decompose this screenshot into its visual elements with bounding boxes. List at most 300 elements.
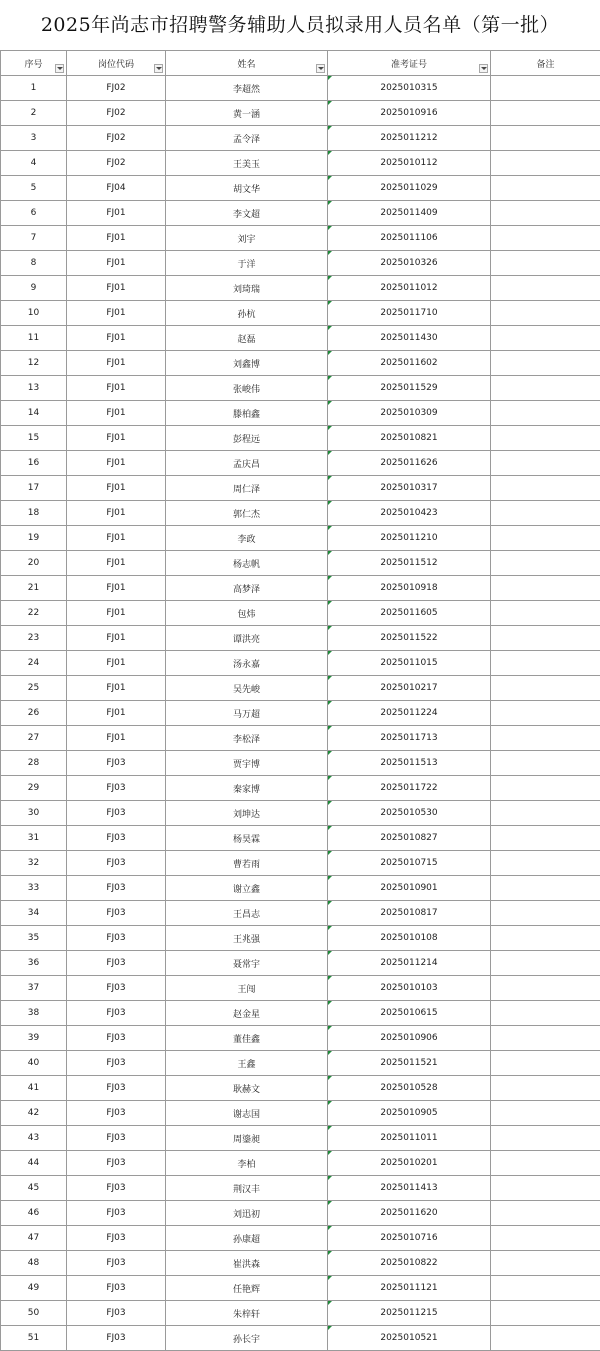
cell-ticket-no[interactable]: 2025010905 xyxy=(328,1101,491,1126)
cell-ticket-no[interactable]: 2025010103 xyxy=(328,976,491,1001)
table-row[interactable] xyxy=(1,701,600,726)
cell-ticket-no[interactable]: 2025010716 xyxy=(328,1226,491,1251)
cell-name[interactable]: 孟庆昌 xyxy=(166,451,328,476)
table-row[interactable] xyxy=(1,526,600,551)
cell-ticket-no[interactable]: 2025010906 xyxy=(328,1026,491,1051)
cell-ticket-no[interactable]: 2025011620 xyxy=(328,1201,491,1226)
cell-name[interactable]: 聂常宇 xyxy=(166,951,328,976)
table-row[interactable] xyxy=(1,276,600,301)
cell-seq[interactable]: 6 xyxy=(1,201,67,226)
cell-ticket-no[interactable]: 2025010528 xyxy=(328,1076,491,1101)
cell-ticket-no[interactable]: 2025011522 xyxy=(328,626,491,651)
cell-post-code[interactable]: FJ01 xyxy=(67,651,166,676)
cell-name[interactable]: 马万超 xyxy=(166,701,328,726)
cell-seq[interactable]: 33 xyxy=(1,876,67,901)
table-row[interactable] xyxy=(1,951,600,976)
table-row[interactable] xyxy=(1,426,600,451)
cell-ticket-no[interactable]: 2025010423 xyxy=(328,501,491,526)
cell-post-code[interactable]: FJ02 xyxy=(67,76,166,101)
cell-ticket-no[interactable]: 2025010615 xyxy=(328,1001,491,1026)
table-row[interactable] xyxy=(1,1326,600,1351)
cell-seq[interactable]: 18 xyxy=(1,501,67,526)
cell-remark[interactable] xyxy=(491,801,600,826)
cell-ticket-no[interactable]: 2025010918 xyxy=(328,576,491,601)
cell-remark[interactable] xyxy=(491,1001,600,1026)
cell-post-code[interactable]: FJ03 xyxy=(67,901,166,926)
cell-remark[interactable] xyxy=(491,201,600,226)
cell-post-code[interactable]: FJ01 xyxy=(67,476,166,501)
table-row[interactable] xyxy=(1,1076,600,1101)
cell-seq[interactable]: 34 xyxy=(1,901,67,926)
cell-seq[interactable]: 10 xyxy=(1,301,67,326)
cell-ticket-no[interactable]: 2025010317 xyxy=(328,476,491,501)
cell-remark[interactable] xyxy=(491,551,600,576)
table-row[interactable] xyxy=(1,151,600,176)
cell-name[interactable]: 秦家博 xyxy=(166,776,328,801)
cell-post-code[interactable]: FJ03 xyxy=(67,1226,166,1251)
cell-remark[interactable] xyxy=(491,351,600,376)
cell-ticket-no[interactable]: 2025010827 xyxy=(328,826,491,851)
cell-seq[interactable]: 20 xyxy=(1,551,67,576)
filter-dropdown-icon[interactable] xyxy=(55,64,64,73)
cell-remark[interactable] xyxy=(491,701,600,726)
cell-name[interactable]: 高梦泽 xyxy=(166,576,328,601)
table-row[interactable] xyxy=(1,301,600,326)
cell-name[interactable]: 刘坤达 xyxy=(166,801,328,826)
table-row[interactable] xyxy=(1,626,600,651)
cell-remark[interactable] xyxy=(491,101,600,126)
cell-seq[interactable]: 27 xyxy=(1,726,67,751)
cell-seq[interactable]: 19 xyxy=(1,526,67,551)
cell-post-code[interactable]: FJ01 xyxy=(67,401,166,426)
cell-seq[interactable]: 30 xyxy=(1,801,67,826)
cell-ticket-no[interactable]: 2025011012 xyxy=(328,276,491,301)
cell-name[interactable]: 耿赫文 xyxy=(166,1076,328,1101)
cell-post-code[interactable]: FJ03 xyxy=(67,1076,166,1101)
cell-name[interactable]: 包炜 xyxy=(166,601,328,626)
cell-seq[interactable]: 25 xyxy=(1,676,67,701)
cell-post-code[interactable]: FJ03 xyxy=(67,1151,166,1176)
cell-seq[interactable]: 39 xyxy=(1,1026,67,1051)
cell-seq[interactable]: 17 xyxy=(1,476,67,501)
filter-dropdown-icon[interactable] xyxy=(154,64,163,73)
cell-seq[interactable]: 14 xyxy=(1,401,67,426)
cell-remark[interactable] xyxy=(491,1226,600,1251)
cell-ticket-no[interactable]: 2025011513 xyxy=(328,751,491,776)
cell-name[interactable]: 王昌志 xyxy=(166,901,328,926)
cell-remark[interactable] xyxy=(491,1276,600,1301)
cell-remark[interactable] xyxy=(491,226,600,251)
cell-remark[interactable] xyxy=(491,376,600,401)
cell-name[interactable]: 赵磊 xyxy=(166,326,328,351)
table-row[interactable] xyxy=(1,726,600,751)
cell-name[interactable]: 彭程远 xyxy=(166,426,328,451)
cell-remark[interactable] xyxy=(491,126,600,151)
cell-remark[interactable] xyxy=(491,626,600,651)
cell-ticket-no[interactable]: 2025011015 xyxy=(328,651,491,676)
cell-name[interactable]: 滕柏鑫 xyxy=(166,401,328,426)
cell-name[interactable]: 朱梓轩 xyxy=(166,1301,328,1326)
cell-post-code[interactable]: FJ01 xyxy=(67,576,166,601)
cell-post-code[interactable]: FJ03 xyxy=(67,1026,166,1051)
cell-seq[interactable]: 51 xyxy=(1,1326,67,1351)
cell-remark[interactable] xyxy=(491,1051,600,1076)
cell-remark[interactable] xyxy=(491,651,600,676)
table-row[interactable] xyxy=(1,1176,600,1201)
cell-remark[interactable] xyxy=(491,1101,600,1126)
table-row[interactable] xyxy=(1,76,600,101)
cell-ticket-no[interactable]: 2025011710 xyxy=(328,301,491,326)
cell-ticket-no[interactable]: 2025011713 xyxy=(328,726,491,751)
cell-remark[interactable] xyxy=(491,1251,600,1276)
cell-seq[interactable]: 38 xyxy=(1,1001,67,1026)
cell-seq[interactable]: 42 xyxy=(1,1101,67,1126)
table-row[interactable] xyxy=(1,876,600,901)
cell-seq[interactable]: 4 xyxy=(1,151,67,176)
table-row[interactable] xyxy=(1,926,600,951)
cell-name[interactable]: 李柏 xyxy=(166,1151,328,1176)
cell-seq[interactable]: 23 xyxy=(1,626,67,651)
cell-name[interactable]: 汤永嘉 xyxy=(166,651,328,676)
cell-ticket-no[interactable]: 2025011212 xyxy=(328,126,491,151)
cell-name[interactable]: 孟令泽 xyxy=(166,126,328,151)
cell-seq[interactable]: 44 xyxy=(1,1151,67,1176)
cell-post-code[interactable]: FJ03 xyxy=(67,1326,166,1351)
cell-ticket-no[interactable]: 2025011413 xyxy=(328,1176,491,1201)
cell-ticket-no[interactable]: 2025010822 xyxy=(328,1251,491,1276)
cell-name[interactable]: 吴先峻 xyxy=(166,676,328,701)
cell-name[interactable]: 黄一涵 xyxy=(166,101,328,126)
cell-post-code[interactable]: FJ01 xyxy=(67,226,166,251)
cell-remark[interactable] xyxy=(491,1076,600,1101)
cell-post-code[interactable]: FJ03 xyxy=(67,1201,166,1226)
cell-post-code[interactable]: FJ03 xyxy=(67,876,166,901)
cell-seq[interactable]: 13 xyxy=(1,376,67,401)
cell-ticket-no[interactable]: 2025010901 xyxy=(328,876,491,901)
cell-seq[interactable]: 41 xyxy=(1,1076,67,1101)
table-row[interactable] xyxy=(1,126,600,151)
cell-post-code[interactable]: FJ02 xyxy=(67,101,166,126)
cell-post-code[interactable]: FJ03 xyxy=(67,976,166,1001)
cell-seq[interactable]: 37 xyxy=(1,976,67,1001)
cell-ticket-no[interactable]: 2025010108 xyxy=(328,926,491,951)
cell-seq[interactable]: 49 xyxy=(1,1276,67,1301)
cell-name[interactable]: 张峻伟 xyxy=(166,376,328,401)
table-row[interactable] xyxy=(1,101,600,126)
cell-remark[interactable] xyxy=(491,951,600,976)
cell-post-code[interactable]: FJ03 xyxy=(67,1176,166,1201)
table-row[interactable] xyxy=(1,351,600,376)
cell-remark[interactable] xyxy=(491,1026,600,1051)
cell-post-code[interactable]: FJ01 xyxy=(67,451,166,476)
table-row[interactable] xyxy=(1,401,600,426)
cell-ticket-no[interactable]: 2025011512 xyxy=(328,551,491,576)
cell-seq[interactable]: 28 xyxy=(1,751,67,776)
table-row[interactable] xyxy=(1,1251,600,1276)
cell-ticket-no[interactable]: 2025011602 xyxy=(328,351,491,376)
cell-post-code[interactable]: FJ03 xyxy=(67,1276,166,1301)
cell-post-code[interactable]: FJ01 xyxy=(67,201,166,226)
cell-remark[interactable] xyxy=(491,1126,600,1151)
table-row[interactable] xyxy=(1,551,600,576)
cell-ticket-no[interactable]: 2025010916 xyxy=(328,101,491,126)
table-row[interactable] xyxy=(1,1201,600,1226)
cell-name[interactable]: 胡文华 xyxy=(166,176,328,201)
cell-seq[interactable]: 1 xyxy=(1,76,67,101)
cell-ticket-no[interactable]: 2025011121 xyxy=(328,1276,491,1301)
cell-ticket-no[interactable]: 2025011722 xyxy=(328,776,491,801)
cell-seq[interactable]: 16 xyxy=(1,451,67,476)
cell-ticket-no[interactable]: 2025011215 xyxy=(328,1301,491,1326)
cell-post-code[interactable]: FJ01 xyxy=(67,726,166,751)
cell-seq[interactable]: 48 xyxy=(1,1251,67,1276)
cell-remark[interactable] xyxy=(491,851,600,876)
cell-seq[interactable]: 36 xyxy=(1,951,67,976)
cell-name[interactable]: 赵金星 xyxy=(166,1001,328,1026)
table-row[interactable] xyxy=(1,776,600,801)
cell-ticket-no[interactable]: 2025010715 xyxy=(328,851,491,876)
cell-post-code[interactable]: FJ01 xyxy=(67,326,166,351)
cell-remark[interactable] xyxy=(491,601,600,626)
cell-name[interactable]: 刘宇 xyxy=(166,226,328,251)
cell-name[interactable]: 谭洪亮 xyxy=(166,626,328,651)
table-row[interactable] xyxy=(1,1051,600,1076)
table-row[interactable] xyxy=(1,176,600,201)
cell-name[interactable]: 杨昊霖 xyxy=(166,826,328,851)
table-row[interactable] xyxy=(1,476,600,501)
cell-remark[interactable] xyxy=(491,251,600,276)
cell-post-code[interactable]: FJ01 xyxy=(67,376,166,401)
table-row[interactable] xyxy=(1,576,600,601)
cell-post-code[interactable]: FJ02 xyxy=(67,151,166,176)
cell-post-code[interactable]: FJ01 xyxy=(67,701,166,726)
cell-name[interactable]: 曹若雨 xyxy=(166,851,328,876)
table-row[interactable] xyxy=(1,1226,600,1251)
cell-ticket-no[interactable]: 2025011214 xyxy=(328,951,491,976)
cell-remark[interactable] xyxy=(491,451,600,476)
cell-post-code[interactable]: FJ03 xyxy=(67,751,166,776)
filter-dropdown-icon[interactable] xyxy=(316,64,325,73)
cell-ticket-no[interactable]: 2025011605 xyxy=(328,601,491,626)
cell-name[interactable]: 董佳鑫 xyxy=(166,1026,328,1051)
cell-post-code[interactable]: FJ01 xyxy=(67,426,166,451)
cell-name[interactable]: 王兆强 xyxy=(166,926,328,951)
cell-seq[interactable]: 46 xyxy=(1,1201,67,1226)
cell-remark[interactable] xyxy=(491,1151,600,1176)
cell-seq[interactable]: 9 xyxy=(1,276,67,301)
cell-remark[interactable] xyxy=(491,676,600,701)
table-row[interactable] xyxy=(1,1101,600,1126)
filter-dropdown-icon[interactable] xyxy=(479,64,488,73)
cell-seq[interactable]: 35 xyxy=(1,926,67,951)
table-row[interactable] xyxy=(1,976,600,1001)
table-row[interactable] xyxy=(1,451,600,476)
cell-post-code[interactable]: FJ01 xyxy=(67,676,166,701)
cell-seq[interactable]: 5 xyxy=(1,176,67,201)
cell-remark[interactable] xyxy=(491,301,600,326)
cell-post-code[interactable]: FJ03 xyxy=(67,1101,166,1126)
cell-remark[interactable] xyxy=(491,476,600,501)
cell-ticket-no[interactable]: 2025010521 xyxy=(328,1326,491,1351)
cell-remark[interactable] xyxy=(491,726,600,751)
cell-remark[interactable] xyxy=(491,976,600,1001)
cell-name[interactable]: 李松泽 xyxy=(166,726,328,751)
cell-ticket-no[interactable]: 2025011430 xyxy=(328,326,491,351)
cell-post-code[interactable]: FJ03 xyxy=(67,1251,166,1276)
cell-remark[interactable] xyxy=(491,1301,600,1326)
cell-ticket-no[interactable]: 2025011409 xyxy=(328,201,491,226)
cell-post-code[interactable]: FJ03 xyxy=(67,851,166,876)
cell-post-code[interactable]: FJ01 xyxy=(67,276,166,301)
cell-post-code[interactable]: FJ03 xyxy=(67,951,166,976)
cell-remark[interactable] xyxy=(491,426,600,451)
cell-post-code[interactable]: FJ01 xyxy=(67,551,166,576)
cell-ticket-no[interactable]: 2025011224 xyxy=(328,701,491,726)
table-row[interactable] xyxy=(1,501,600,526)
cell-post-code[interactable]: FJ03 xyxy=(67,826,166,851)
cell-seq[interactable]: 24 xyxy=(1,651,67,676)
table-row[interactable] xyxy=(1,1001,600,1026)
cell-name[interactable]: 郭仁杰 xyxy=(166,501,328,526)
cell-ticket-no[interactable]: 2025010217 xyxy=(328,676,491,701)
cell-name[interactable]: 孙长宇 xyxy=(166,1326,328,1351)
cell-remark[interactable] xyxy=(491,326,600,351)
cell-remark[interactable] xyxy=(491,276,600,301)
cell-seq[interactable]: 8 xyxy=(1,251,67,276)
cell-post-code[interactable]: FJ01 xyxy=(67,501,166,526)
cell-remark[interactable] xyxy=(491,576,600,601)
cell-name[interactable]: 刘迅初 xyxy=(166,1201,328,1226)
cell-ticket-no[interactable]: 2025011011 xyxy=(328,1126,491,1151)
table-row[interactable] xyxy=(1,1126,600,1151)
cell-seq[interactable]: 12 xyxy=(1,351,67,376)
table-row[interactable] xyxy=(1,801,600,826)
cell-name[interactable]: 任艳辉 xyxy=(166,1276,328,1301)
table-row[interactable] xyxy=(1,1276,600,1301)
table-row[interactable] xyxy=(1,1026,600,1051)
cell-seq[interactable]: 45 xyxy=(1,1176,67,1201)
cell-ticket-no[interactable]: 2025011626 xyxy=(328,451,491,476)
cell-seq[interactable]: 43 xyxy=(1,1126,67,1151)
cell-name[interactable]: 杨志帆 xyxy=(166,551,328,576)
cell-name[interactable]: 谢志国 xyxy=(166,1101,328,1126)
cell-name[interactable]: 孙杭 xyxy=(166,301,328,326)
cell-post-code[interactable]: FJ01 xyxy=(67,301,166,326)
cell-post-code[interactable]: FJ03 xyxy=(67,1126,166,1151)
cell-seq[interactable]: 7 xyxy=(1,226,67,251)
cell-name[interactable]: 王闯 xyxy=(166,976,328,1001)
cell-seq[interactable]: 3 xyxy=(1,126,67,151)
cell-post-code[interactable]: FJ03 xyxy=(67,1301,166,1326)
cell-remark[interactable] xyxy=(491,1326,600,1351)
cell-remark[interactable] xyxy=(491,1201,600,1226)
cell-seq[interactable]: 32 xyxy=(1,851,67,876)
cell-remark[interactable] xyxy=(491,76,600,101)
cell-name[interactable]: 王鑫 xyxy=(166,1051,328,1076)
cell-post-code[interactable]: FJ01 xyxy=(67,526,166,551)
cell-remark[interactable] xyxy=(491,401,600,426)
cell-name[interactable]: 李政 xyxy=(166,526,328,551)
cell-name[interactable]: 周鎏昶 xyxy=(166,1126,328,1151)
cell-seq[interactable]: 15 xyxy=(1,426,67,451)
cell-remark[interactable] xyxy=(491,901,600,926)
cell-name[interactable]: 李超然 xyxy=(166,76,328,101)
cell-ticket-no[interactable]: 2025010309 xyxy=(328,401,491,426)
cell-remark[interactable] xyxy=(491,776,600,801)
cell-post-code[interactable]: FJ03 xyxy=(67,801,166,826)
cell-remark[interactable] xyxy=(491,1176,600,1201)
cell-ticket-no[interactable]: 2025011210 xyxy=(328,526,491,551)
cell-ticket-no[interactable]: 2025010821 xyxy=(328,426,491,451)
cell-post-code[interactable]: FJ01 xyxy=(67,626,166,651)
table-row[interactable] xyxy=(1,1301,600,1326)
table-row[interactable] xyxy=(1,1151,600,1176)
cell-remark[interactable] xyxy=(491,826,600,851)
cell-seq[interactable]: 50 xyxy=(1,1301,67,1326)
cell-post-code[interactable]: FJ03 xyxy=(67,1051,166,1076)
cell-ticket-no[interactable]: 2025010112 xyxy=(328,151,491,176)
cell-post-code[interactable]: FJ03 xyxy=(67,1001,166,1026)
cell-ticket-no[interactable]: 2025010817 xyxy=(328,901,491,926)
table-row[interactable] xyxy=(1,376,600,401)
cell-remark[interactable] xyxy=(491,526,600,551)
cell-name[interactable]: 王美玉 xyxy=(166,151,328,176)
cell-seq[interactable]: 47 xyxy=(1,1226,67,1251)
table-row[interactable] xyxy=(1,901,600,926)
cell-name[interactable]: 贾宇博 xyxy=(166,751,328,776)
cell-post-code[interactable]: FJ03 xyxy=(67,776,166,801)
table-row[interactable] xyxy=(1,651,600,676)
cell-seq[interactable]: 26 xyxy=(1,701,67,726)
table-row[interactable] xyxy=(1,201,600,226)
cell-ticket-no[interactable]: 2025010201 xyxy=(328,1151,491,1176)
cell-post-code[interactable]: FJ02 xyxy=(67,126,166,151)
cell-name[interactable]: 李文超 xyxy=(166,201,328,226)
cell-name[interactable]: 于洋 xyxy=(166,251,328,276)
cell-ticket-no[interactable]: 2025010326 xyxy=(328,251,491,276)
cell-name[interactable]: 刘鑫博 xyxy=(166,351,328,376)
cell-seq[interactable]: 40 xyxy=(1,1051,67,1076)
cell-name[interactable]: 谢立鑫 xyxy=(166,876,328,901)
cell-remark[interactable] xyxy=(491,501,600,526)
table-row[interactable] xyxy=(1,851,600,876)
cell-remark[interactable] xyxy=(491,176,600,201)
cell-name[interactable]: 荆汉丰 xyxy=(166,1176,328,1201)
table-row[interactable] xyxy=(1,251,600,276)
cell-name[interactable]: 崔洪森 xyxy=(166,1251,328,1276)
cell-seq[interactable]: 11 xyxy=(1,326,67,351)
cell-remark[interactable] xyxy=(491,151,600,176)
cell-ticket-no[interactable]: 2025011106 xyxy=(328,226,491,251)
cell-seq[interactable]: 31 xyxy=(1,826,67,851)
cell-name[interactable]: 孙康超 xyxy=(166,1226,328,1251)
cell-ticket-no[interactable]: 2025011521 xyxy=(328,1051,491,1076)
table-row[interactable] xyxy=(1,226,600,251)
table-row[interactable] xyxy=(1,676,600,701)
cell-post-code[interactable]: FJ01 xyxy=(67,351,166,376)
cell-name[interactable]: 刘琦瑞 xyxy=(166,276,328,301)
table-row[interactable] xyxy=(1,601,600,626)
cell-ticket-no[interactable]: 2025010530 xyxy=(328,801,491,826)
cell-post-code[interactable]: FJ03 xyxy=(67,926,166,951)
cell-post-code[interactable]: FJ01 xyxy=(67,251,166,276)
cell-post-code[interactable]: FJ04 xyxy=(67,176,166,201)
cell-remark[interactable] xyxy=(491,926,600,951)
cell-seq[interactable]: 29 xyxy=(1,776,67,801)
table-row[interactable] xyxy=(1,326,600,351)
cell-ticket-no[interactable]: 2025011029 xyxy=(328,176,491,201)
cell-seq[interactable]: 22 xyxy=(1,601,67,626)
